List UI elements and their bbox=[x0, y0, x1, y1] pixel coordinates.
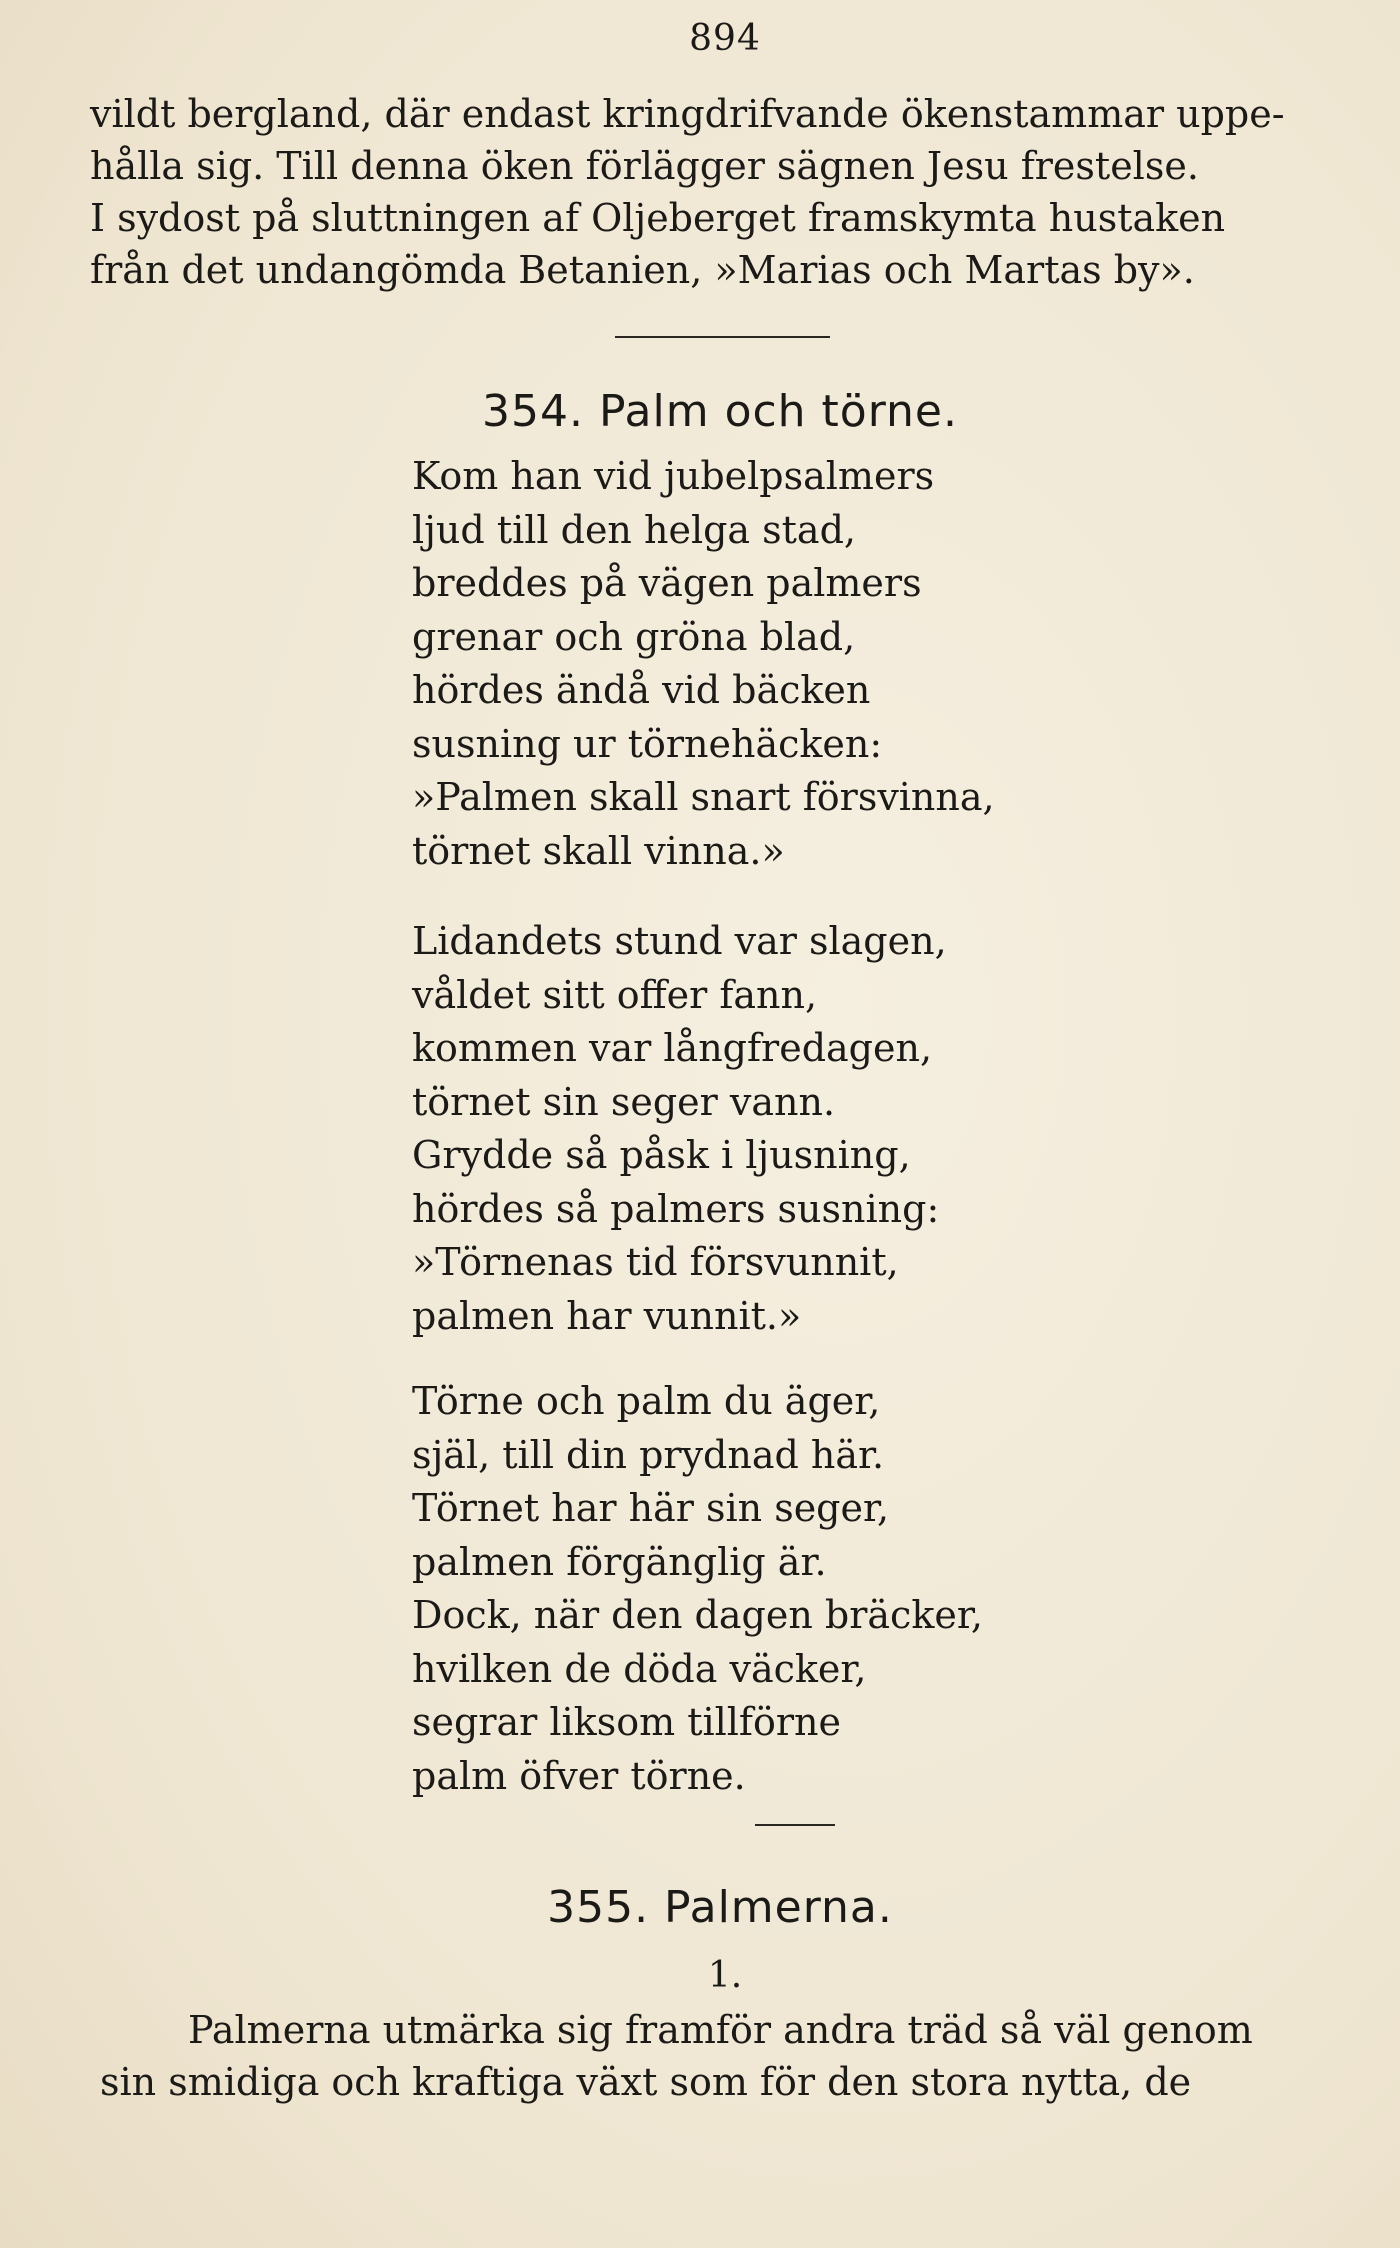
section-355-paragraph bbox=[100, 2004, 1355, 2108]
poem-line: breddes på vägen palmers bbox=[412, 561, 922, 605]
section-divider bbox=[615, 336, 830, 338]
poem-line: palmen förgänglig är. bbox=[412, 1539, 827, 1584]
intro-line: hålla sig. Till denna öken förlägger sägnen Jesu frestelse. bbox=[90, 144, 1199, 188]
poem-line: hvilken de döda väcker, bbox=[412, 1646, 867, 1691]
poem-line: törnet sin seger vann. bbox=[412, 1079, 836, 1124]
poem-line: kommen var långfredagen, bbox=[412, 1026, 933, 1070]
intro-line: I sydost på sluttningen af Oljeberget framskymta hustaken bbox=[90, 196, 1226, 240]
poem-stanza-1 bbox=[412, 450, 1112, 878]
poem-line: Grydde så påsk i ljusning, bbox=[412, 1133, 911, 1177]
page-number: 894 bbox=[689, 18, 761, 59]
poem-stanza-2 bbox=[412, 915, 1112, 1343]
poem-line: hördes så palmers susning: bbox=[412, 1186, 940, 1231]
poem-line: »Palmen skall snart försvinna, bbox=[412, 775, 995, 819]
poem-line: »Törnenas tid försvunnit, bbox=[412, 1240, 899, 1284]
poem-line: ljud till den helga stad, bbox=[412, 507, 856, 552]
poem-line: våldet sitt offer fann, bbox=[412, 972, 818, 1017]
poem-line: palm öfver törne. bbox=[412, 1753, 746, 1798]
poem-line: Dock, när den dagen bräcker, bbox=[412, 1593, 983, 1637]
body-line: Palmerna utmärka sig framför andra träd så väl genom bbox=[188, 2008, 1253, 2052]
section-354-heading: 354. Palm och törne. bbox=[482, 386, 958, 437]
section-divider bbox=[755, 1824, 835, 1826]
poem-line: hördes ändå vid bäcken bbox=[412, 668, 871, 712]
body-line: sin smidiga och kraftiga växt som för den stora nytta, de bbox=[100, 2060, 1192, 2104]
poem-line: Lidandets stund var slagen, bbox=[412, 919, 947, 963]
poem-line: Törne och palm du äger, bbox=[412, 1379, 881, 1423]
poem-line: själ, till din prydnad här. bbox=[412, 1432, 885, 1477]
poem-line: Törnet har här sin seger, bbox=[412, 1486, 890, 1530]
poem-stanza-3 bbox=[412, 1375, 1112, 1803]
intro-line: från det undangömda Betanien, »Marias och Martas by». bbox=[90, 248, 1195, 292]
poem-line: segrar liksom tillförne bbox=[412, 1700, 842, 1744]
poem-line: susning ur törnehäcken: bbox=[412, 721, 883, 766]
intro-line: vildt bergland, där endast kringdrifvande ökenstammar uppe- bbox=[90, 92, 1285, 136]
section-355-heading: 355. Palmerna. bbox=[547, 1882, 893, 1933]
poem-line: törnet skall vinna.» bbox=[412, 828, 785, 873]
poem-line: palmen har vunnit.» bbox=[412, 1293, 802, 1338]
poem-line: Kom han vid jubelpsalmers bbox=[412, 454, 935, 498]
poem-line: grenar och gröna blad, bbox=[412, 614, 856, 659]
subsection-number: 1. bbox=[707, 1955, 743, 1996]
intro-paragraph bbox=[90, 88, 1360, 296]
